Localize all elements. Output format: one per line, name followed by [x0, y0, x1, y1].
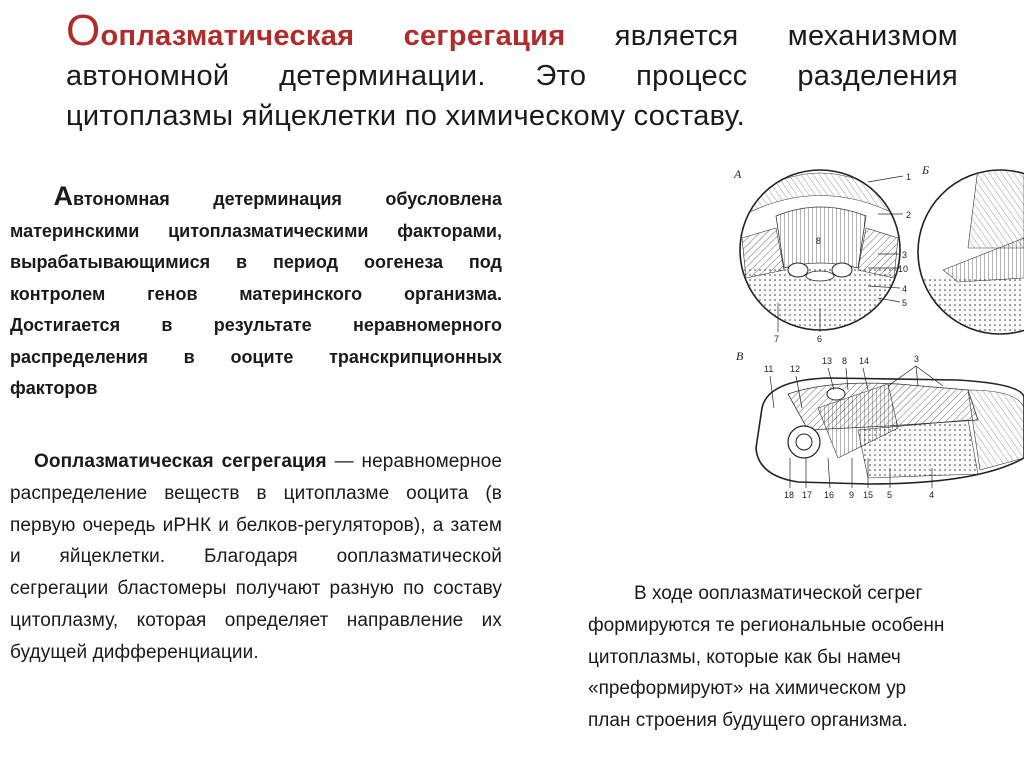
svg-text:17: 17 [802, 490, 813, 500]
panel-label-c: В [736, 349, 744, 363]
svg-text:3: 3 [902, 250, 908, 260]
svg-text:1: 1 [906, 172, 912, 182]
regional-features-paragraph [588, 578, 1024, 737]
panel-a-drawing [733, 167, 911, 344]
svg-text:9: 9 [849, 490, 855, 500]
block3-line: В ходе ооплазматической сегрег [634, 583, 923, 604]
svg-text:13: 13 [822, 356, 833, 366]
svg-text:8: 8 [842, 356, 848, 366]
block3-line: цитоплазмы, которые как бы намеч [588, 646, 901, 668]
svg-text:10: 10 [898, 264, 909, 274]
svg-text:16: 16 [824, 490, 835, 500]
svg-text:11: 11 [764, 364, 774, 374]
panel-label-b: Б [922, 163, 930, 177]
svg-text:14: 14 [859, 356, 870, 366]
block2-text: — неравномерное распределение веществ в цитоплазме ооцита (в первую очередь иРНК и белков-регуляторов), а затем и яйцеклетки. Благодаря ооплазматической сегрегации бластомеры получают разную по составу цитоплазму, которая определяет направление их будущей дифференциации. [10, 451, 502, 663]
svg-text:6: 6 [817, 334, 823, 344]
svg-text:4: 4 [902, 284, 908, 294]
svg-text:8: 8 [816, 236, 822, 246]
svg-text:5: 5 [902, 298, 908, 308]
panel-c-drawing [736, 349, 1024, 500]
svg-text:12: 12 [790, 364, 801, 374]
block1-text: втономная детерминация обусловлена материнскими цитоплазматическими факторами, вырабатывающимися в период оогенеза под контролем генов материнского организма. Достигается в результате неравномерного распределения в ооците транскрипционных факторов [10, 189, 502, 398]
block2-term: Ооплазматическая сегрегация [34, 451, 327, 472]
title-rest: является механизмом автономной детерминации. Это процесс разделения цитоплазмы яйцеклетки по химическому составу. [66, 20, 958, 132]
block3-line: план строения будущего организма. [588, 710, 908, 732]
block1-drop-cap: А [53, 181, 74, 211]
block3-line: «преформируют» на химическом ур [588, 678, 907, 700]
autonomous-determination-paragraph [10, 181, 502, 405]
block3-line: формируются те региональные особенн [588, 614, 945, 636]
ooplasmic-segregation-definition [10, 446, 502, 669]
title-term: оплазматическая сегрегация [100, 20, 566, 52]
svg-text:5: 5 [887, 490, 893, 500]
svg-text:15: 15 [863, 490, 874, 500]
panel-b-drawing [918, 163, 1024, 338]
svg-text:3: 3 [914, 354, 920, 364]
title-drop-cap: О [66, 6, 101, 55]
embryo-figure [728, 158, 1024, 520]
svg-text:2: 2 [906, 210, 912, 220]
svg-text:18: 18 [784, 490, 795, 500]
svg-text:4: 4 [929, 490, 935, 500]
panel-label-a: А [734, 167, 742, 181]
svg-text:7: 7 [774, 334, 780, 344]
slide-title [66, 6, 958, 136]
